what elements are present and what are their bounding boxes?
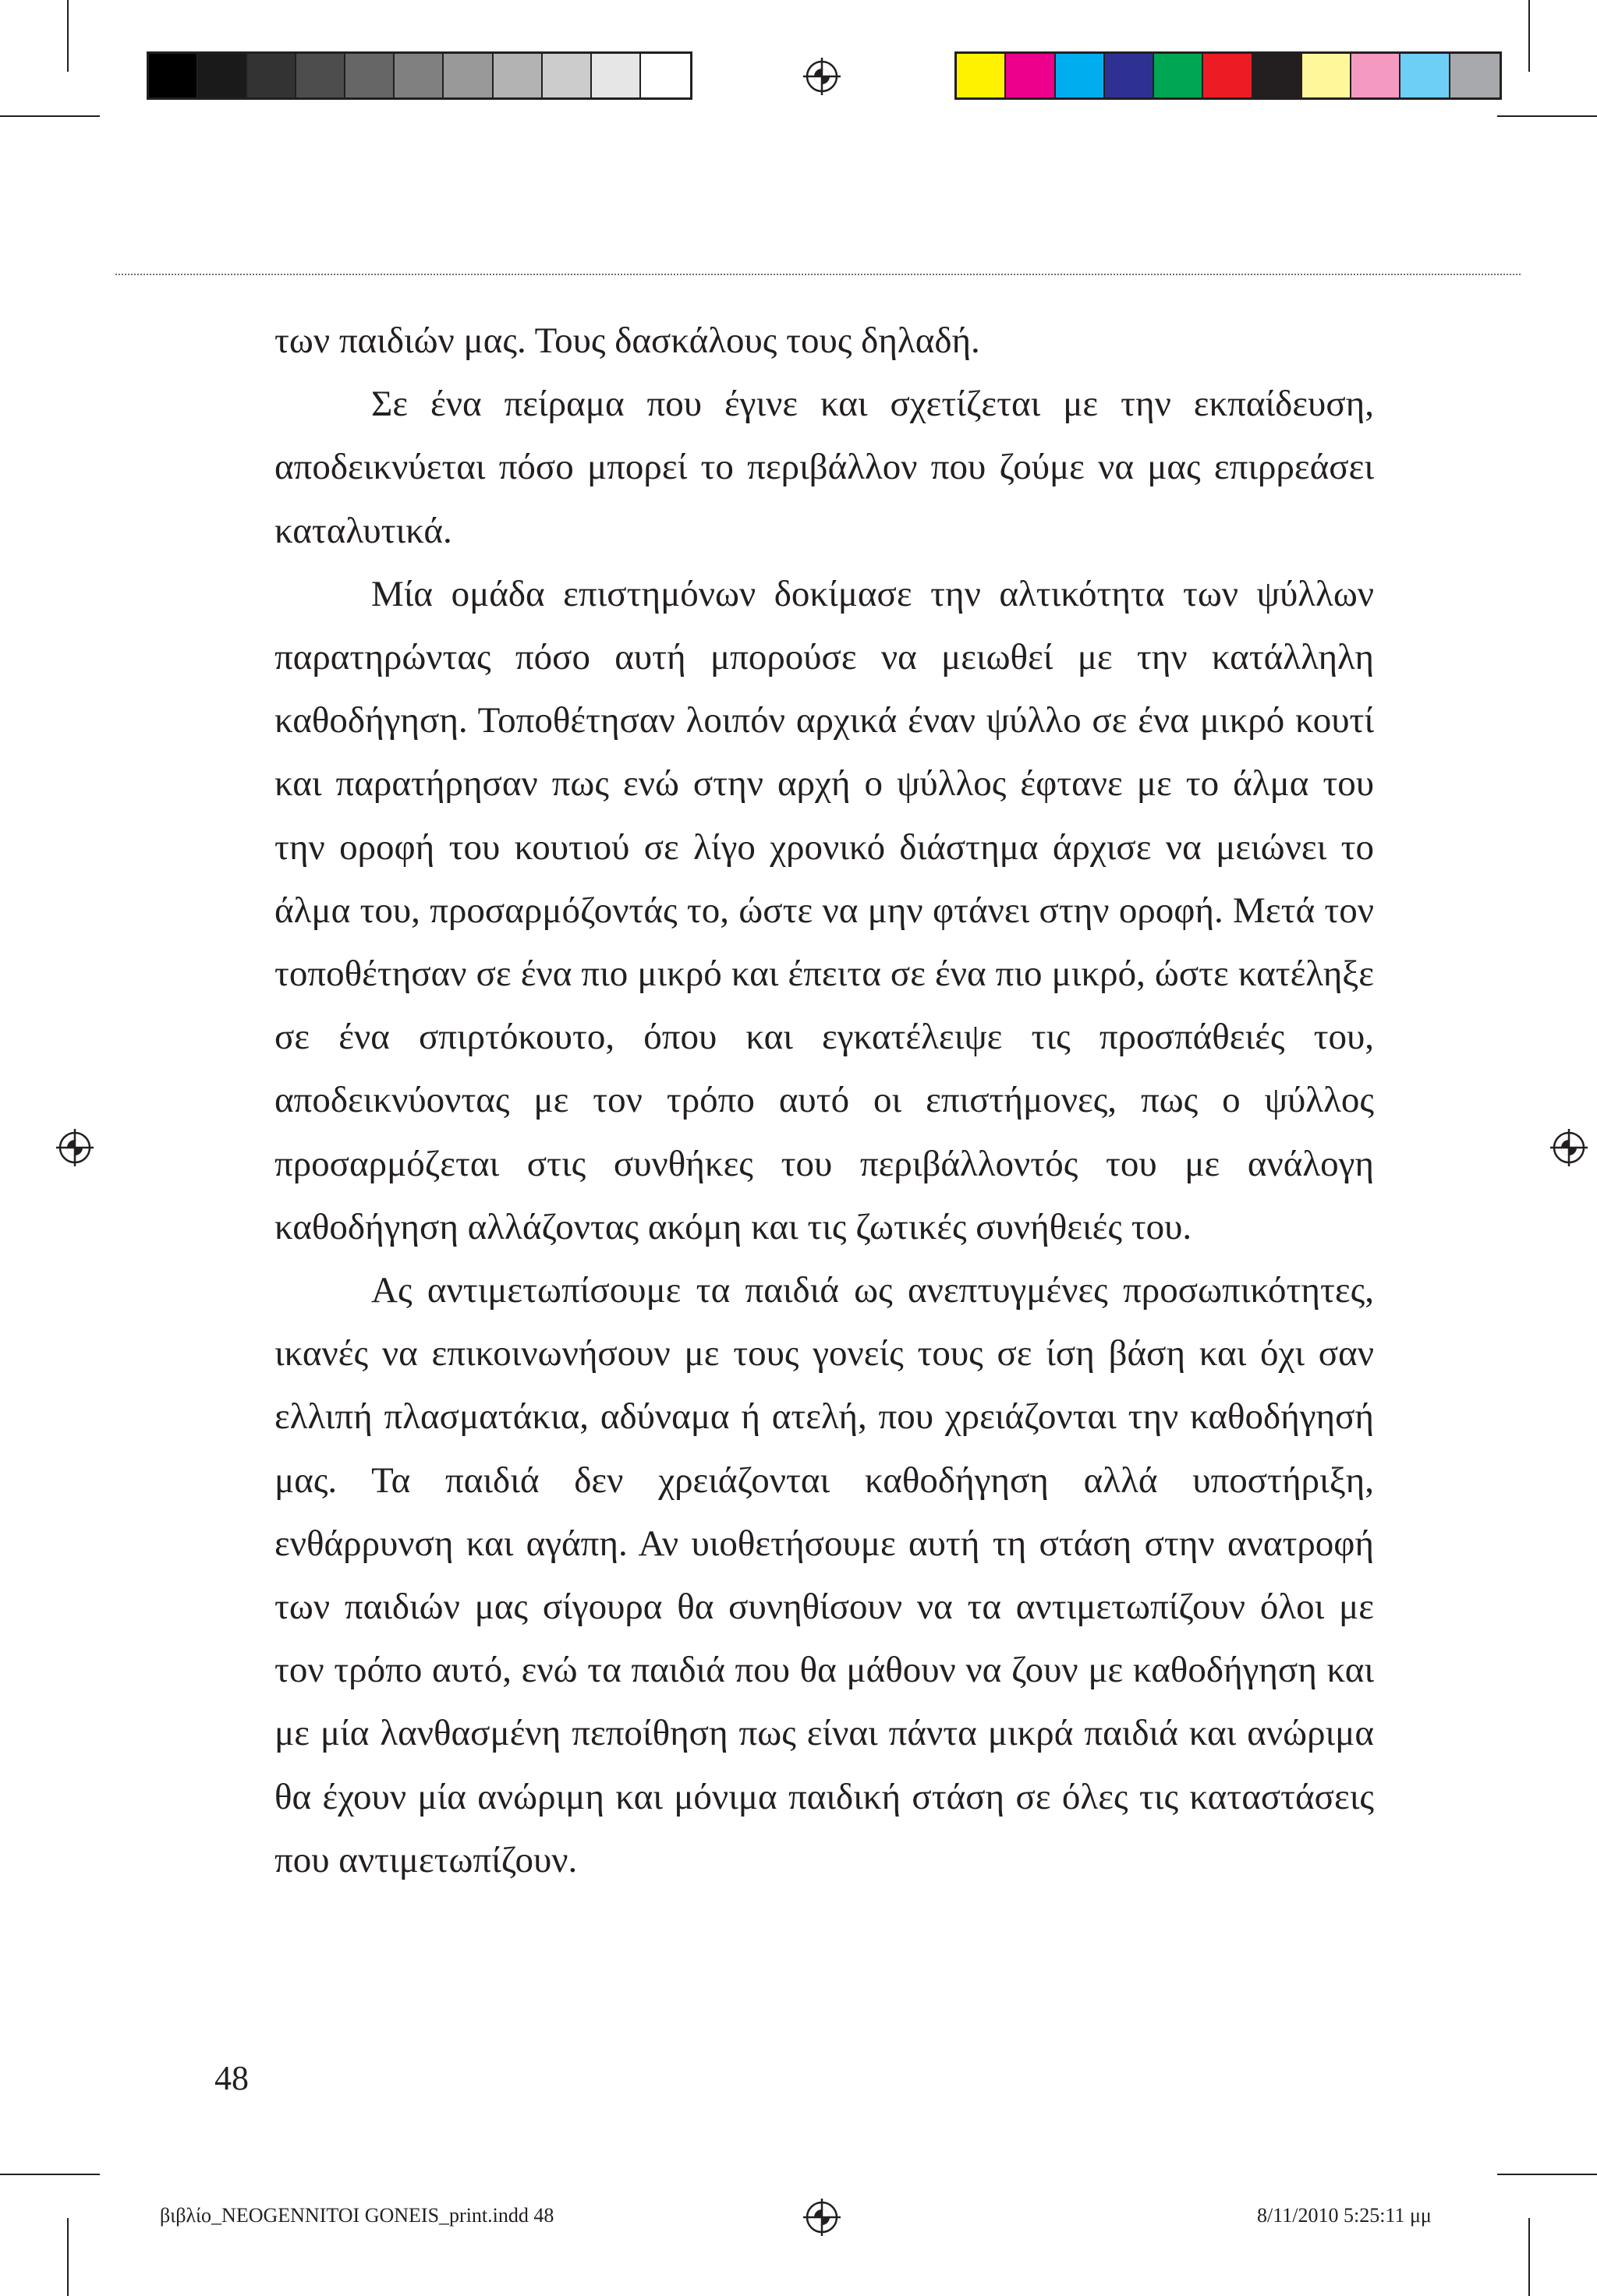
crop-mark-top-right-vertical [1528,0,1530,72]
registration-mark-bottom-icon [803,2199,841,2236]
slug-file-name: βιβλίο_NEOGENNITOI GONEIS_print.indd 48 [160,2204,554,2227]
paragraph: Σε ένα πείραμα που έγινε και σχετίζεται με την εκπαίδευση, αποδεικνύεται πόσο μπορεί το περιβάλλον που ζούμε να μας επιρρεάσει καταλυτικά. [274,384,1374,551]
color-swatch [296,54,345,97]
color-swatch [198,54,247,97]
color-swatch [149,54,198,97]
color-swatch [1006,54,1055,97]
color-swatch [592,54,641,97]
crop-mark-bottom-right-horizontal [1497,2174,1597,2175]
color-swatch [494,54,543,97]
grayscale-calibration-bar [147,51,692,100]
color-swatch [1203,54,1252,97]
color-swatch [1400,54,1450,97]
color-swatch [247,54,296,97]
page-number: 48 [214,2059,249,2097]
crop-mark-bottom-left-vertical [67,2218,69,2296]
crop-mark-bottom-right-vertical [1528,2218,1530,2296]
color-swatch [1154,54,1203,97]
color-swatch [444,54,493,97]
registration-mark-right-icon [1550,1129,1588,1166]
color-swatch [345,54,395,97]
paragraph: Μία ομάδα επιστημόνων δοκίμασε την αλτικότητα των ψύλλων παρατηρώντας πόσο αυτή μπορούσε να μειωθεί με την κατάλληλη καθοδήγηση. Τοποθέτησαν λοιπόν αρχικά έναν ψύλλο σε ένα μικρό κουτί και παρατήρησαν πως ενώ στην αρχή ο ψύλλος έφτανε με το άλμα του την οροφή του κουτιού σε λίγο χρονικό διάστημα άρχισε να μειώνει το άλμα του, προσαρμόζοντάς το, ώστε να μην φτάνει στην οροφή. Μετά τον τοποθέτησαν σε ένα πιο μικρό και έπειτα σε ένα πιο μικρό, ώστε κατέληξε σε ένα σπιρτόκουτο, όπου και εγκατέλειψε τις προσπάθειές του, αποδεικνύοντας με τον τρόπο αυτό οι επιστήμονες, πως ο ψύλλος προσαρμόζεται στις συνθήκες του περιβάλλοντός του με ανάλογη καθοδήγηση αλλάζοντας ακόμη και τις ζωτικές συνήθειές του. [274,573,1374,1247]
color-swatch [1351,54,1400,97]
body-text [274,310,1374,1892]
color-swatch [641,54,690,97]
color-swatch [395,54,444,97]
paragraph: των παιδιών μας. Τους δασκάλους τους δηλαδή. [274,320,980,361]
color-swatch [1302,54,1351,97]
color-swatch [1253,54,1302,97]
crop-mark-bottom-left-horizontal [0,2174,100,2175]
color-swatch [543,54,592,97]
slug-timestamp: 8/11/2010 5:25:11 μμ [1257,2204,1432,2227]
registration-mark-left-icon [56,1129,94,1166]
crop-mark-top-right-horizontal [1497,115,1597,117]
color-calibration-bar [954,51,1502,100]
color-swatch [1450,54,1500,97]
crop-mark-top-left-horizontal [0,115,100,117]
color-swatch [957,54,1006,97]
paragraph: Ας αντιμετωπίσουμε τα παιδιά ως ανεπτυγμένες προσωπικότητες, ικανές να επικοινωνήσουν με τους γονείς τους σε ίση βάση και όχι σαν ελλιπή πλασματάκια, αδύναμα ή ατελή, που χρειάζονται την καθοδήγησή μας. Τα παιδιά δεν χρειάζονται καθοδήγηση αλλά υποστήριξη, ενθάρρυνση και αγάπη. Αν υιοθετήσουμε αυτή τη στάση στην ανατροφή των παιδιών μας σίγουρα θα συνηθίσουν να τα αντιμετωπίζουν όλοι με τον τρόπο αυτό, ενώ τα παιδιά που θα μάθουν να ζουν με καθοδήγηση και με μία λανθασμένη πεποίθηση πως είναι πάντα μικρά παιδιά και ανώριμα θα έχουν μία ανώριμη και μόνιμα παιδική στάση σε όλες τις καταστάσεις που αντιμετωπίζουν. [274,1270,1374,1880]
registration-mark-top-icon [803,58,841,95]
color-swatch [1105,54,1154,97]
trim-guide-line [115,274,1521,275]
color-swatch [1056,54,1105,97]
crop-mark-top-left-vertical [67,0,69,72]
